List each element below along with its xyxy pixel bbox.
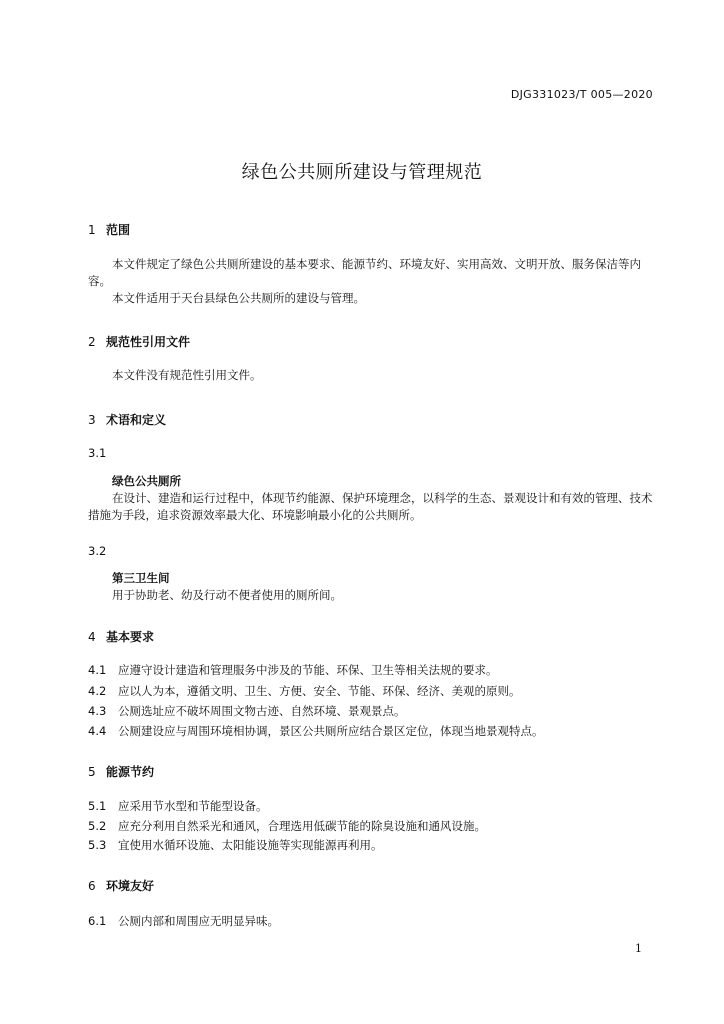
- clause-text: 应遵守设计建造和管理服务中涉及的节能、环保、卫生等相关法规的要求。: [118, 663, 498, 677]
- clause-text: 应充分利用自然采光和通风，合理选用低碳节能的除臭设施和通风设施。: [118, 819, 486, 833]
- standard-number: DJG331023/T 005—2020: [510, 88, 653, 101]
- section-3-heading: [88, 411, 166, 428]
- section-number: 6: [88, 879, 96, 893]
- term-third-restroom: 第三卫生间: [112, 571, 170, 585]
- section-number: 4: [88, 630, 96, 644]
- section-5-heading: [88, 763, 154, 780]
- section-title: 环境友好: [106, 879, 155, 893]
- definition-green-public-toilet: 在设计、建造和运行过程中，体现节约能源、保护环境理念，以科学的生态、景观设计和有效的管理、技术措施为手段，追求资源效率最大化、环境影响最小化的公共厕所。: [88, 491, 653, 522]
- clause-number: 5.2: [88, 819, 107, 833]
- clause-4-3: [88, 703, 406, 719]
- clause-number: 6.1: [88, 914, 107, 928]
- clause-number: 4.4: [88, 724, 107, 738]
- clause-3-1-number: 3.1: [88, 446, 107, 460]
- section-title: 范围: [106, 223, 131, 237]
- clause-number: 5.3: [88, 838, 107, 852]
- section-1-heading: [88, 221, 130, 238]
- section-title: 术语和定义: [106, 413, 167, 427]
- clause-4-4: [88, 723, 544, 739]
- clause-text: 宜使用水循环设施、太阳能设施等实现能源再利用。: [118, 838, 383, 852]
- section-1-paragraph-1: 本文件规定了绿色公共厕所建设的基本要求、能源节约、环境友好、实用高效、文明开放、服务保洁等内容。: [88, 257, 641, 288]
- clause-5-3: [88, 837, 383, 853]
- section-2-paragraph-1: 本文件没有规范性引用文件。: [112, 368, 262, 382]
- section-title: 基本要求: [106, 630, 155, 644]
- section-2-heading: [88, 333, 190, 350]
- clause-text: 应采用节水型和节能型设备。: [118, 799, 268, 813]
- clause-4-2: [88, 683, 521, 699]
- section-title: 能源节约: [106, 765, 155, 779]
- section-6-heading: [88, 877, 154, 894]
- clause-4-1: [88, 662, 498, 678]
- clause-number: 4.1: [88, 663, 107, 677]
- clause-text: 公厕建设应与周围环境相协调，景区公共厕所应结合景区定位，体现当地景观特点。: [118, 724, 544, 738]
- clause-5-1: [88, 798, 268, 814]
- clause-3-2-number: 3.2: [88, 544, 107, 558]
- clause-text: 公厕内部和周围应无明显异味。: [118, 914, 279, 928]
- clause-number: 4.2: [88, 684, 107, 698]
- term-green-public-toilet: 绿色公共厕所: [112, 474, 181, 488]
- page-number: 1: [635, 942, 642, 955]
- clause-number: 5.1: [88, 799, 107, 813]
- section-4-heading: [88, 628, 154, 645]
- definition-third-restroom: 用于协助老、幼及行动不便者使用的厕所间。: [112, 588, 342, 602]
- section-1-paragraph-2: 本文件适用于天台县绿色公共厕所的建设与管理。: [112, 291, 365, 305]
- section-number: 3: [88, 413, 96, 427]
- clause-text: 公厕选址应不破坏周围文物古迹、自然环境、景观景点。: [118, 704, 406, 718]
- section-number: 2: [88, 335, 96, 349]
- clause-6-1: [88, 913, 279, 929]
- clause-text: 应以人为本，遵循文明、卫生、方便、安全、节能、环保、经济、美观的原则。: [118, 684, 521, 698]
- clause-5-2: [88, 818, 486, 834]
- section-number: 5: [88, 765, 96, 779]
- section-number: 1: [88, 223, 96, 237]
- document-title: 绿色公共厕所建设与管理规范: [241, 162, 483, 183]
- clause-number: 4.3: [88, 704, 107, 718]
- section-title: 规范性引用文件: [106, 335, 191, 349]
